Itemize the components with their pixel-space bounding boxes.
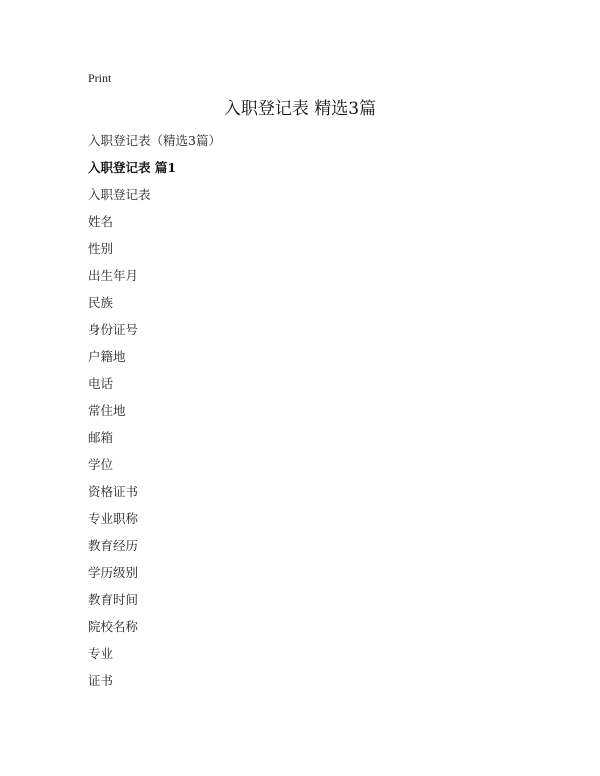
- document-title: 入职登记表 精选3篇: [223, 99, 377, 119]
- field-label-certificate: 证书: [88, 673, 114, 688]
- form-title: 入职登记表: [88, 187, 151, 202]
- document-subtitle: 入职登记表（精选3篇）: [88, 133, 221, 148]
- field-label-degree: 学位: [88, 457, 114, 472]
- field-label-gender: 性别: [88, 241, 114, 256]
- print-label: Print: [88, 71, 112, 85]
- field-label-phone: 电话: [88, 376, 114, 391]
- field-label-id-number: 身份证号: [88, 322, 139, 337]
- field-label-birth-date: 出生年月: [88, 268, 139, 283]
- field-label-school-name: 院校名称: [88, 619, 139, 634]
- field-label-major: 专业: [88, 646, 114, 661]
- field-label-professional-title: 专业职称: [88, 511, 139, 526]
- field-label-education-level: 学历级别: [88, 565, 139, 580]
- document-body: [88, 130, 528, 697]
- field-label-name: 姓名: [88, 214, 114, 229]
- field-label-qualification-certificate: 资格证书: [88, 484, 139, 499]
- field-label-household-registration: 户籍地: [88, 349, 126, 364]
- field-label-email: 邮箱: [88, 430, 114, 445]
- field-label-education-history: 教育经历: [88, 538, 139, 553]
- field-label-residence: 常住地: [88, 403, 126, 418]
- section-heading: 入职登记表 篇1: [88, 160, 177, 175]
- field-label-education-period: 教育时间: [88, 592, 139, 607]
- field-label-ethnicity: 民族: [88, 295, 114, 310]
